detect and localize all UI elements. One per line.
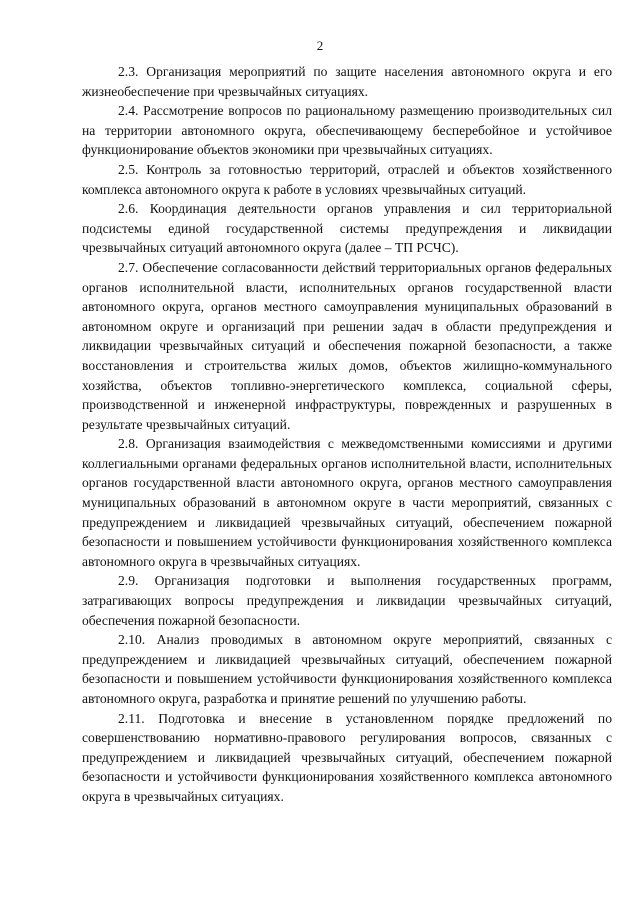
paragraph-2-4: 2.4. Рассмотрение вопросов по рациональному размещению производительных сил на территории автономного округа, обеспечивающему бесперебойное и устойчивое функционирование объектов экономики при чрезвычайных ситуациях. xyxy=(82,103,612,158)
document-body xyxy=(82,62,612,807)
paragraph-2-7: 2.7. Обеспечение согласованности действий территориальных органов федеральных органов исполнительной власти, исполнительных органов государственной власти автономного округа, органов местного самоуправления муниципальных образований в автономном округе и организаций при решении задач в области предупреждения и ликвидации чрезвычайных ситуаций и обеспечения пожарной безопасности, а также восстановления и строительства жилых домов, объектов жилищно-коммунального хозяйства, объектов топливно-энергетического комплекса, социальной сферы, производственной и инженерной инфраструктуры, поврежденных и разрушенных в результате чрезвычайных ситуаций. xyxy=(82,259,612,432)
paragraph-2-11: 2.11. Подготовка и внесение в установленном порядке предложений по совершенствованию нормативно-правового регулирования вопросов, связанных с предупреждением и ликвидацией чрезвычайных ситуаций, обеспечением пожарной безопасности и устойчивости функционирования хозяйственного комплекса автономного округа в чрезвычайных ситуациях. xyxy=(82,710,612,804)
paragraph-2-5: 2.5. Контроль за готовностью территорий, отраслей и объектов хозяйственного комплекса автономного округа к работе в условиях чрезвычайных ситуаций. xyxy=(82,161,612,197)
paragraph-2-3: 2.3. Организация мероприятий по защите населения автономного округа и его жизнеобеспечение при чрезвычайных ситуациях. xyxy=(82,64,612,99)
paragraph-2-6: 2.6. Координация деятельности органов управления и сил территориальной подсистемы единой государственной системы предупреждения и ликвидации чрезвычайных ситуаций автономного округа (далее – ТП РСЧС). xyxy=(82,201,612,256)
paragraph-2-8: 2.8. Организация взаимодействия с межведомственными комиссиями и другими коллегиальными органами федеральных органов исполнительной власти, исполнительных органов государственной власти автономного округа, органов местного самоуправления муниципальных образований в автономном округе в части мероприятий, связанных с предупреждением и ликвидацией чрезвычайных ситуаций, обеспечением пожарной безопасности и повышением устойчивости функционирования хозяйственного комплекса автономного округа в чрезвычайных ситуациях. xyxy=(82,436,612,569)
page-number: 2 xyxy=(316,38,324,53)
paragraph-2-10: 2.10. Анализ проводимых в автономном округе мероприятий, связанных с предупреждением и ликвидацией чрезвычайных ситуаций, обеспечением пожарной безопасности и повышением устойчивости функционирования хозяйственного комплекса автономного округа, разработка и принятие решений по улучшению работы. xyxy=(82,632,612,706)
paragraph-2-9: 2.9. Организация подготовки и выполнения государственных программ, затрагивающих вопросы предупреждения и ликвидации чрезвычайных ситуаций, обеспечения пожарной безопасности. xyxy=(82,573,612,628)
